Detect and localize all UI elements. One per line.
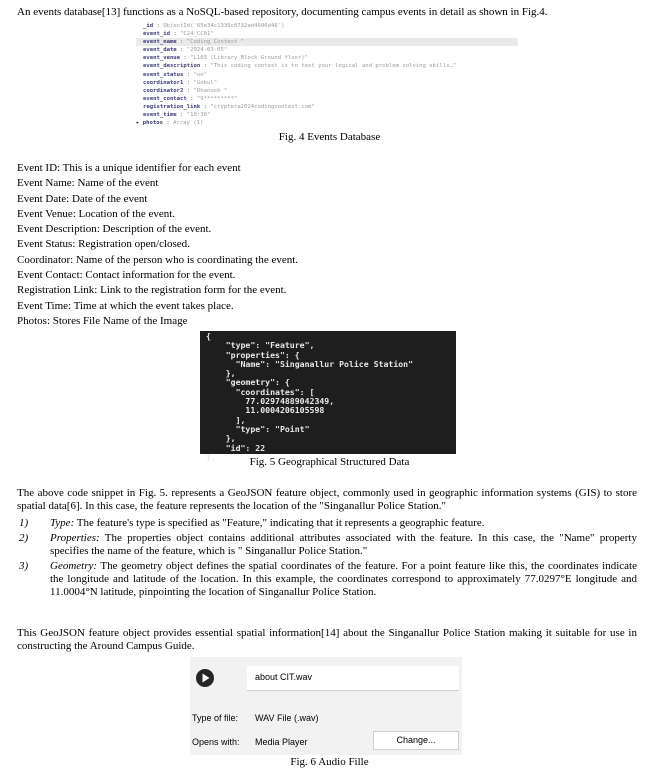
- summary-paragraph: This GeoJSON feature object provides essential spatial information[14] about the Singanallur Police Station making it suitable for use in constructing the Around Campus Guide.: [17, 627, 637, 652]
- db-value: "10:30": [186, 112, 211, 119]
- field-description: Event Date: Date of the event: [17, 192, 148, 205]
- events-database-document: [136, 22, 518, 130]
- db-value: ObjectId('65e34c1939c0732ad4606d46'): [163, 23, 285, 29]
- db-row: ▸ photos : Array (1): [136, 120, 204, 127]
- file-name-field[interactable]: about CIT.wav: [247, 666, 459, 691]
- field-description: Coordinator: Name of the person who is coordinating the event.: [17, 253, 299, 266]
- field-description: Event Venue: Location of the event.: [17, 207, 176, 220]
- db-row: event_name : "Coding Contest ": [136, 38, 518, 46]
- db-key: registration_link: [143, 103, 201, 110]
- db-key: event_time: [143, 112, 177, 119]
- opens-with-label: Opens with:: [192, 737, 240, 747]
- db-row: event_time : "10:30": [143, 112, 211, 119]
- db-row: event_id : "C24_CC01": [143, 31, 214, 38]
- db-value: "Gokul": [193, 79, 218, 86]
- field-description: Registration Link: Link to the registration form for the event.: [17, 284, 287, 297]
- type-of-file-label: Type of file:: [192, 713, 239, 723]
- db-key: event_status: [143, 71, 184, 78]
- geojson-property-list: [17, 517, 637, 601]
- db-row: _id : ObjectId('65e34c1939c0732ad4606d46'): [143, 23, 285, 29]
- db-value: "on": [193, 71, 208, 78]
- db-row: event_date : "2024-03-05": [143, 47, 228, 54]
- field-description: Photos: Stores File Name of the Image: [17, 314, 188, 327]
- db-row: event_description : "This coding contest is to test your logical and problem solving skills…": [143, 63, 457, 70]
- list-term: Type:: [50, 517, 75, 529]
- db-value: "Coding Contest ": [186, 39, 245, 46]
- db-key: event_description: [143, 63, 201, 70]
- list-number: 1): [19, 517, 29, 529]
- db-value: "This coding contest is to test your logical and problem solving skills…": [210, 63, 457, 70]
- geojson-code-block: { "type": "Feature", "properties": { "Name": "Singanallur Police Station" }, "geometry": { "coordinates": [ 77.02974889042349, 11.0004206105598 ], "type": "Point" }, "id": 22 },: [200, 331, 456, 454]
- db-row: event_venue : "L103 (Library Block Ground floor)": [143, 55, 309, 62]
- list-text: The feature's type is specified as "Feature," indicating that it represents a geographic feature.: [74, 517, 485, 529]
- db-key: event_venue: [143, 55, 181, 62]
- db-key: event_contact: [143, 95, 187, 102]
- db-value: Array (1): [173, 120, 204, 127]
- db-key: photos: [142, 120, 163, 127]
- field-description: Event Name: Name of the event: [17, 177, 159, 190]
- field-description: Event ID: This is a unique identifier for each event: [17, 162, 241, 174]
- list-term: Properties:: [50, 532, 100, 544]
- list-text: The properties object contains additional attributes associated with the feature. In this case, the "Name" property specifies the name of the feature, which is " Singanallur Police Station.": [50, 532, 637, 557]
- expand-arrow-icon[interactable]: ▸: [136, 120, 143, 127]
- db-row: event_contact : "9*********": [143, 95, 238, 102]
- db-key: event_name: [143, 39, 177, 46]
- db-value: "2024-03-05": [186, 47, 228, 54]
- db-key: event_date: [143, 47, 177, 54]
- list-number: 3): [19, 560, 29, 572]
- type-of-file-value: WAV File (.wav): [255, 713, 319, 723]
- list-item: [17, 517, 637, 530]
- db-value: "L103 (Library Block Ground floor)": [190, 55, 309, 62]
- fig6-caption: Fig. 6 Audio Fille: [290, 756, 369, 768]
- change-button[interactable]: Change...: [373, 731, 459, 750]
- field-description: Event Status: Registration open/closed.: [17, 238, 190, 251]
- db-value: "9*********": [196, 95, 238, 102]
- db-key: coordinator1: [143, 79, 184, 86]
- db-value: "cryptera2024codingcontest.com": [210, 103, 315, 110]
- field-description: Event Time: Time at which the event takes place.: [17, 299, 234, 312]
- fig4-caption: Fig. 4 Events Database: [278, 131, 381, 143]
- opens-with-value: Media Player: [255, 737, 308, 747]
- fig5-caption: Fig. 5 Geographical Structured Data: [249, 456, 410, 468]
- field-description: Event Description: Description of the event.: [17, 223, 212, 236]
- db-row: coordinator2 : "Dhanush ": [143, 87, 228, 94]
- db-row: registration_link : "cryptera2024codingcontest.com": [143, 103, 315, 110]
- list-number: 2): [19, 532, 29, 544]
- list-item: [17, 532, 637, 558]
- field-list: [17, 161, 298, 329]
- db-row: coordinator1 : "Gokul": [143, 79, 218, 86]
- list-term: Geometry:: [50, 560, 98, 572]
- db-key: event_id: [143, 31, 170, 38]
- list-item: [17, 560, 637, 599]
- db-row: event_status : "on": [143, 71, 208, 78]
- list-text: The geometry object defines the spatial coordinates of the feature. For a point feature like this, the coordinates indicate the longitude and latitude of the location. In this example, the coordinates correspond to approximately 77.0297°E longitude and 11.0004°N latitude, pinpointing the location of Singanallur Police Station.: [50, 560, 637, 598]
- media-player-icon: [195, 668, 215, 688]
- field-description: Event Contact: Contact information for the event.: [17, 269, 236, 282]
- db-key: _id: [143, 23, 154, 29]
- geojson-paragraph: The above code snippet in Fig. 5. represents a GeoJSON feature object, commonly used in geographic information systems (GIS) to store spatial data[6]. In this case, the feature represents the location of the "Singanallur Police Station.": [17, 487, 637, 512]
- db-key: coordinator2: [143, 87, 184, 94]
- intro-text: An events database[13] functions as a NoSQL-based repository, documenting campus events in detail as shown in Fig.4.: [17, 6, 548, 18]
- db-value: "Dhanush ": [193, 87, 228, 94]
- audio-file-properties: [190, 657, 462, 755]
- db-value: "C24_CC01": [180, 31, 214, 38]
